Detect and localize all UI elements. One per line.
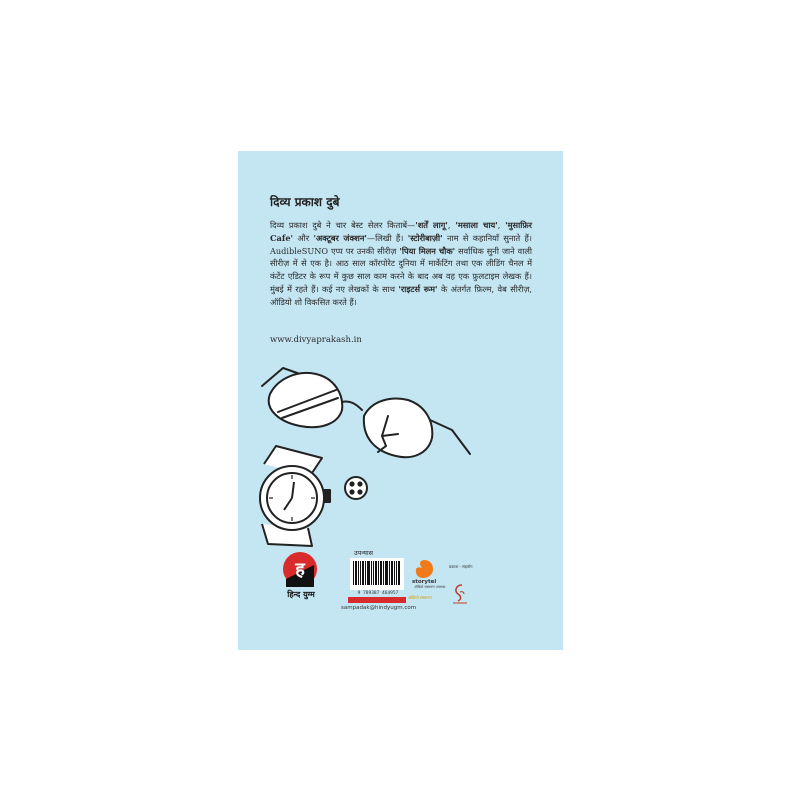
eyeglasses-illustration	[238, 356, 563, 556]
genre-label: उपन्यास	[354, 549, 374, 557]
svg-text:ह: ह	[295, 559, 305, 580]
storytel-tagline: ऑडियो संस्करण उपलब्ध	[414, 585, 446, 589]
partner-label: प्रकाश - सहयोग	[449, 564, 473, 569]
hind-yugm-logo	[282, 551, 318, 587]
button-illustration	[345, 477, 367, 499]
author-name: दिव्य प्रकाश दुबे	[270, 195, 340, 209]
author-website: www.divyaprakash.in	[270, 335, 362, 345]
publisher-name: हिन्द युग्म	[287, 590, 315, 599]
barcode	[350, 558, 404, 590]
book-back-cover	[238, 151, 563, 650]
storytel-name: storytel	[412, 579, 437, 585]
partner-logo	[450, 583, 470, 605]
wristwatch-illustration	[260, 446, 330, 546]
storytel-logo	[414, 559, 434, 579]
publisher-email: sampadak@hindyugm.com	[341, 605, 417, 611]
isbn-number: 9 789387 464957	[357, 591, 399, 596]
author-bio: दिव्य प्रकाश दुबे ने चार बेस्ट सेलर किताबें—'शर्तें लागू', 'मसाला चाय', 'मुसाफ़िर Cafe' और 'अक्टूबर जंक्शन'—लिखी हैं। 'स्टोरीबाज़ी' नाम से कहानियाँ सुनाते हैं। AudibleSUNO एप्प पर उनकी सीरीज़ 'पिया मिलन चौक' सर्वाधिक सुनी जाने वाली सीरीज़ में से एक है। आठ साल कॉरपोरेट दुनिया में मार्केटिंग तथा एक लीडिंग चैनल में कंटेंट एडिटर के रूप में कुछ साल काम करने के बाद अब वह एक फ़ुलटाइम लेखक हैं। मुंबई में रहते हैं। कई नए लेखकों के साथ 'राइटर्स रूम' के अंतर्गत फ़िल्म, वेब सीरीज़, ऑडियो शो विकसित करते हैं।	[270, 220, 533, 307]
price-bar	[348, 597, 406, 603]
audio-logo-text: ऑडियो संस्करण	[408, 595, 432, 600]
